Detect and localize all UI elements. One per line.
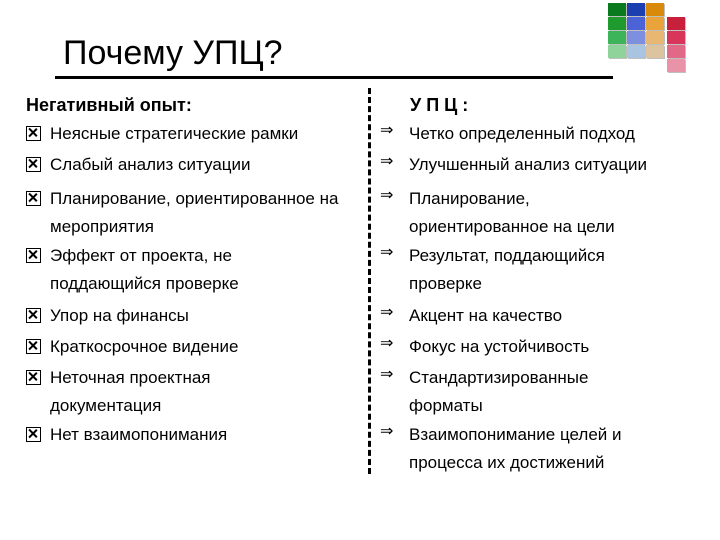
x-box-icon [26,339,41,354]
upc-item [380,333,700,361]
upc-item-text: Результат, поддающийся проверке [409,246,605,293]
upc-item-text: Улучшенный анализ ситуации [409,155,647,174]
upc-item-text: Планирование, ориентированное на цели [409,189,615,236]
negative-item [26,421,366,449]
upc-item-text: Стандартизированные форматы [409,368,589,415]
logo-cell [667,31,685,44]
logo-cell [608,17,626,30]
upc-item [380,120,700,148]
negative-item-text: Нет взаимопонимания [50,425,228,444]
x-box-icon [26,248,41,263]
colored-blocks-logo [606,3,690,73]
column-divider [368,88,371,474]
upc-item-text: Фокус на устойчивость [409,337,590,356]
negative-item-text: Неточная проектная документация [50,368,211,415]
negative-item [26,302,366,330]
upc-item [380,302,700,330]
x-box-icon [26,157,41,172]
upc-item [380,151,700,179]
page-title: Почему УПЦ? [63,34,283,72]
logo-cell [627,31,645,44]
logo-cell [667,17,685,30]
double-arrow-icon: ⇒ [380,153,394,170]
logo-cell [608,3,626,16]
double-arrow-icon: ⇒ [380,335,394,352]
double-arrow-icon: ⇒ [380,244,394,261]
negative-item-text: Эффект от проекта, не поддающийся проверке [50,246,239,293]
double-arrow-icon: ⇒ [380,122,394,139]
negative-item-text: Краткосрочное видение [50,337,239,356]
upc-item [380,364,700,420]
logo-cell [627,17,645,30]
upc-item [380,421,700,477]
x-box-icon [26,427,41,442]
negative-item [26,120,366,148]
double-arrow-icon: ⇒ [380,366,394,383]
x-box-icon [26,370,41,385]
x-box-icon [26,191,41,206]
logo-cell [646,17,664,30]
negative-item [26,151,366,179]
upc-item-text: Акцент на качество [409,306,563,325]
upc-item-text: Взаимопонимание целей и процесса их достижений [409,425,622,472]
negative-item [26,364,366,420]
double-arrow-icon: ⇒ [380,187,394,204]
x-box-icon [26,308,41,323]
upc-heading: У П Ц : [410,95,469,115]
negative-item-text: Слабый анализ ситуации [50,155,251,174]
negative-item-text: Планирование, ориентированное на мероприятия [50,189,339,236]
logo-cell [608,45,626,58]
logo-cell [646,31,664,44]
negative-heading: Негативный опыт: [26,95,192,115]
negative-item [26,185,366,241]
upc-item-text: Четко определенный подход [409,124,635,143]
title-underline [55,76,613,79]
upc-item [380,242,700,298]
logo-cell [667,59,685,72]
logo-cell [646,3,664,16]
negative-item-text: Неясные стратегические рамки [50,124,299,143]
logo-cell [627,45,645,58]
x-box-icon [26,126,41,141]
negative-item-text: Упор на финансы [50,306,189,325]
negative-item [26,333,366,361]
upc-item [380,185,700,241]
logo-cell [627,3,645,16]
negative-item [26,242,366,298]
double-arrow-icon: ⇒ [380,423,394,440]
double-arrow-icon: ⇒ [380,304,394,321]
logo-cell [646,45,664,58]
logo-cell [667,45,685,58]
logo-cell [608,31,626,44]
